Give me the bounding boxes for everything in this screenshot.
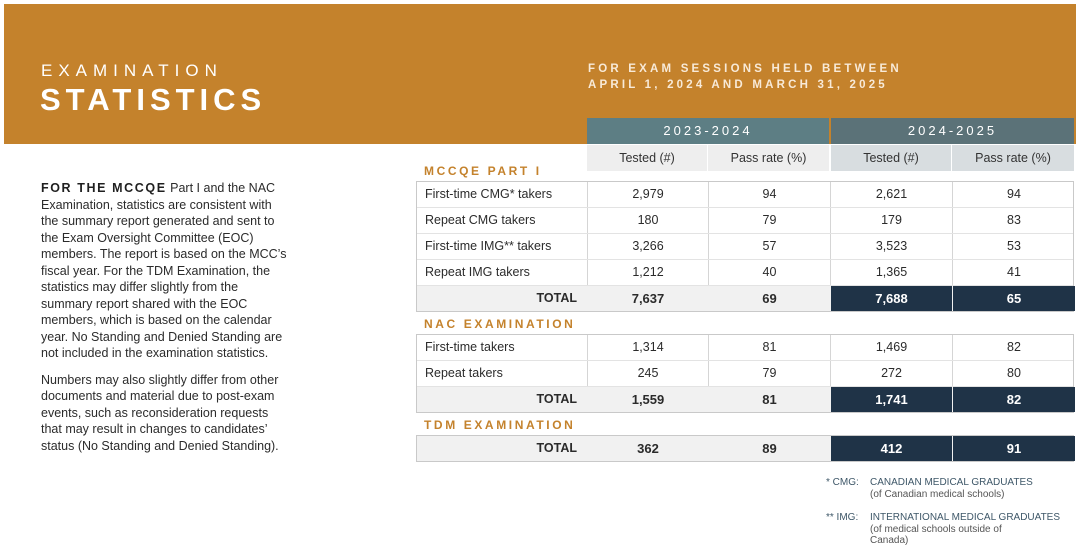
section-title-tdm: TDM EXAMINATION [424,418,576,432]
cell-value: 2,621 [875,187,908,201]
table-row [417,234,1073,260]
row-label: First-time CMG* takers [425,187,553,201]
table-row [417,182,1073,208]
total-label: TOTAL [536,441,577,455]
row-label: Repeat takers [425,366,503,380]
total-value: 1,559 [631,392,665,407]
cell-value: 40 [762,265,777,279]
total-label: TOTAL [536,392,577,406]
table-row [417,260,1073,286]
cell-value: 41 [1007,265,1021,279]
footnote-detail-cont: Canada) [870,535,909,546]
column-header-pass-rate-2023: Pass rate (%) [708,145,829,171]
cell-value: 3,523 [875,239,908,253]
total-value-highlight: 65 [953,286,1075,311]
total-value: 7,637 [631,291,665,306]
footnote-detail: (of Canadian medical schools) [870,488,1005,500]
total-value: 89 [762,441,777,456]
footnote-term: CANADIAN MEDICAL GRADUATES [870,477,1033,488]
row-label: First-time IMG** takers [425,239,552,253]
tdm-table [416,435,1074,462]
total-row [417,286,1073,311]
intro-text [41,180,291,464]
total-value-highlight: 91 [953,436,1075,461]
footnote-key: * CMG: [826,477,859,488]
cell-value: 179 [881,213,902,227]
cell-value: 180 [637,213,659,227]
cell-value: 3,266 [632,239,664,253]
mccqe-table [416,181,1074,312]
cell-value: 1,314 [632,340,664,354]
cell-value: 1,365 [875,265,908,279]
section-title-nac: NAC EXAMINATION [424,317,576,331]
table-row [417,208,1073,234]
intro-paragraph-1 [41,180,291,362]
year-header-2024-2025: 2024-2025 [831,118,1074,144]
intro-lead: FOR THE MCCQE [41,181,167,195]
footnote-img [826,512,1060,547]
total-label: TOTAL [536,291,577,305]
cell-value: 245 [637,366,659,380]
footnote-cmg [826,477,1033,500]
footnote-detail: (of medical schools outside of [870,523,1002,535]
period-line-2: APRIL 1, 2024 AND MARCH 31, 2025 [588,79,888,91]
footnote-key: ** IMG: [826,512,859,523]
total-value: 362 [637,441,659,456]
intro-paragraph-1-body: Part I and the NAC Examination, statistics are consistent with the summary report generated and sent to the Exam Oversight Committee (EOC) members. The report is based on the MCC’s fiscal year. For the TDM Examination, the statistics may differ slightly from the summary report shared with the EOC members, which is based on the calendar year. No Standing and Denied Standing are not included in the examination statistics. [41,181,287,360]
period-text [588,61,902,93]
cell-value: 1,212 [632,265,664,279]
column-header-tested-2024: Tested (#) [831,145,951,171]
cell-value: 94 [762,187,777,201]
row-label: Repeat IMG takers [425,265,530,279]
total-row [417,436,1073,461]
cell-value: 81 [762,340,777,354]
column-header-tested-2023: Tested (#) [587,145,707,171]
nac-table [416,334,1074,413]
footnote-term: INTERNATIONAL MEDICAL GRADUATES [870,512,1061,523]
period-line-1: FOR EXAM SESSIONS HELD BETWEEN [588,63,902,75]
cell-value: 80 [1007,366,1021,380]
cell-value: 94 [1007,187,1021,201]
title-eyebrow: EXAMINATION [41,61,223,80]
total-value: 81 [762,392,777,407]
cell-value: 272 [881,366,902,380]
cell-value: 79 [762,213,777,227]
table-row [417,335,1073,361]
page-title: STATISTICS [40,82,267,117]
intro-paragraph-2: Numbers may also slightly differ from other documents and material due to post-exam events, such as reconsideration requests that may result in changes to candidates’ status (No Standing and Denied Standing). [41,372,279,453]
total-value: 69 [762,291,777,306]
cell-value: 83 [1007,213,1021,227]
cell-value: 2,979 [632,187,664,201]
year-header-2023-2024: 2023-2024 [587,118,829,144]
table-row [417,361,1073,387]
row-label: First-time takers [425,340,515,354]
cell-value: 82 [1007,340,1021,354]
section-title-mccqe: MCCQE PART I [424,164,542,178]
total-value-highlight: 412 [831,436,952,461]
cell-value: 1,469 [875,340,908,354]
cell-value: 57 [762,239,777,253]
row-label: Repeat CMG takers [425,213,536,227]
total-value-highlight: 7,688 [831,286,952,311]
column-header-pass-rate-2024: Pass rate (%) [952,145,1074,171]
cell-value: 79 [762,366,777,380]
total-row [417,387,1073,412]
cell-value: 53 [1007,239,1021,253]
total-value-highlight: 1,741 [831,387,952,412]
total-value-highlight: 82 [953,387,1075,412]
